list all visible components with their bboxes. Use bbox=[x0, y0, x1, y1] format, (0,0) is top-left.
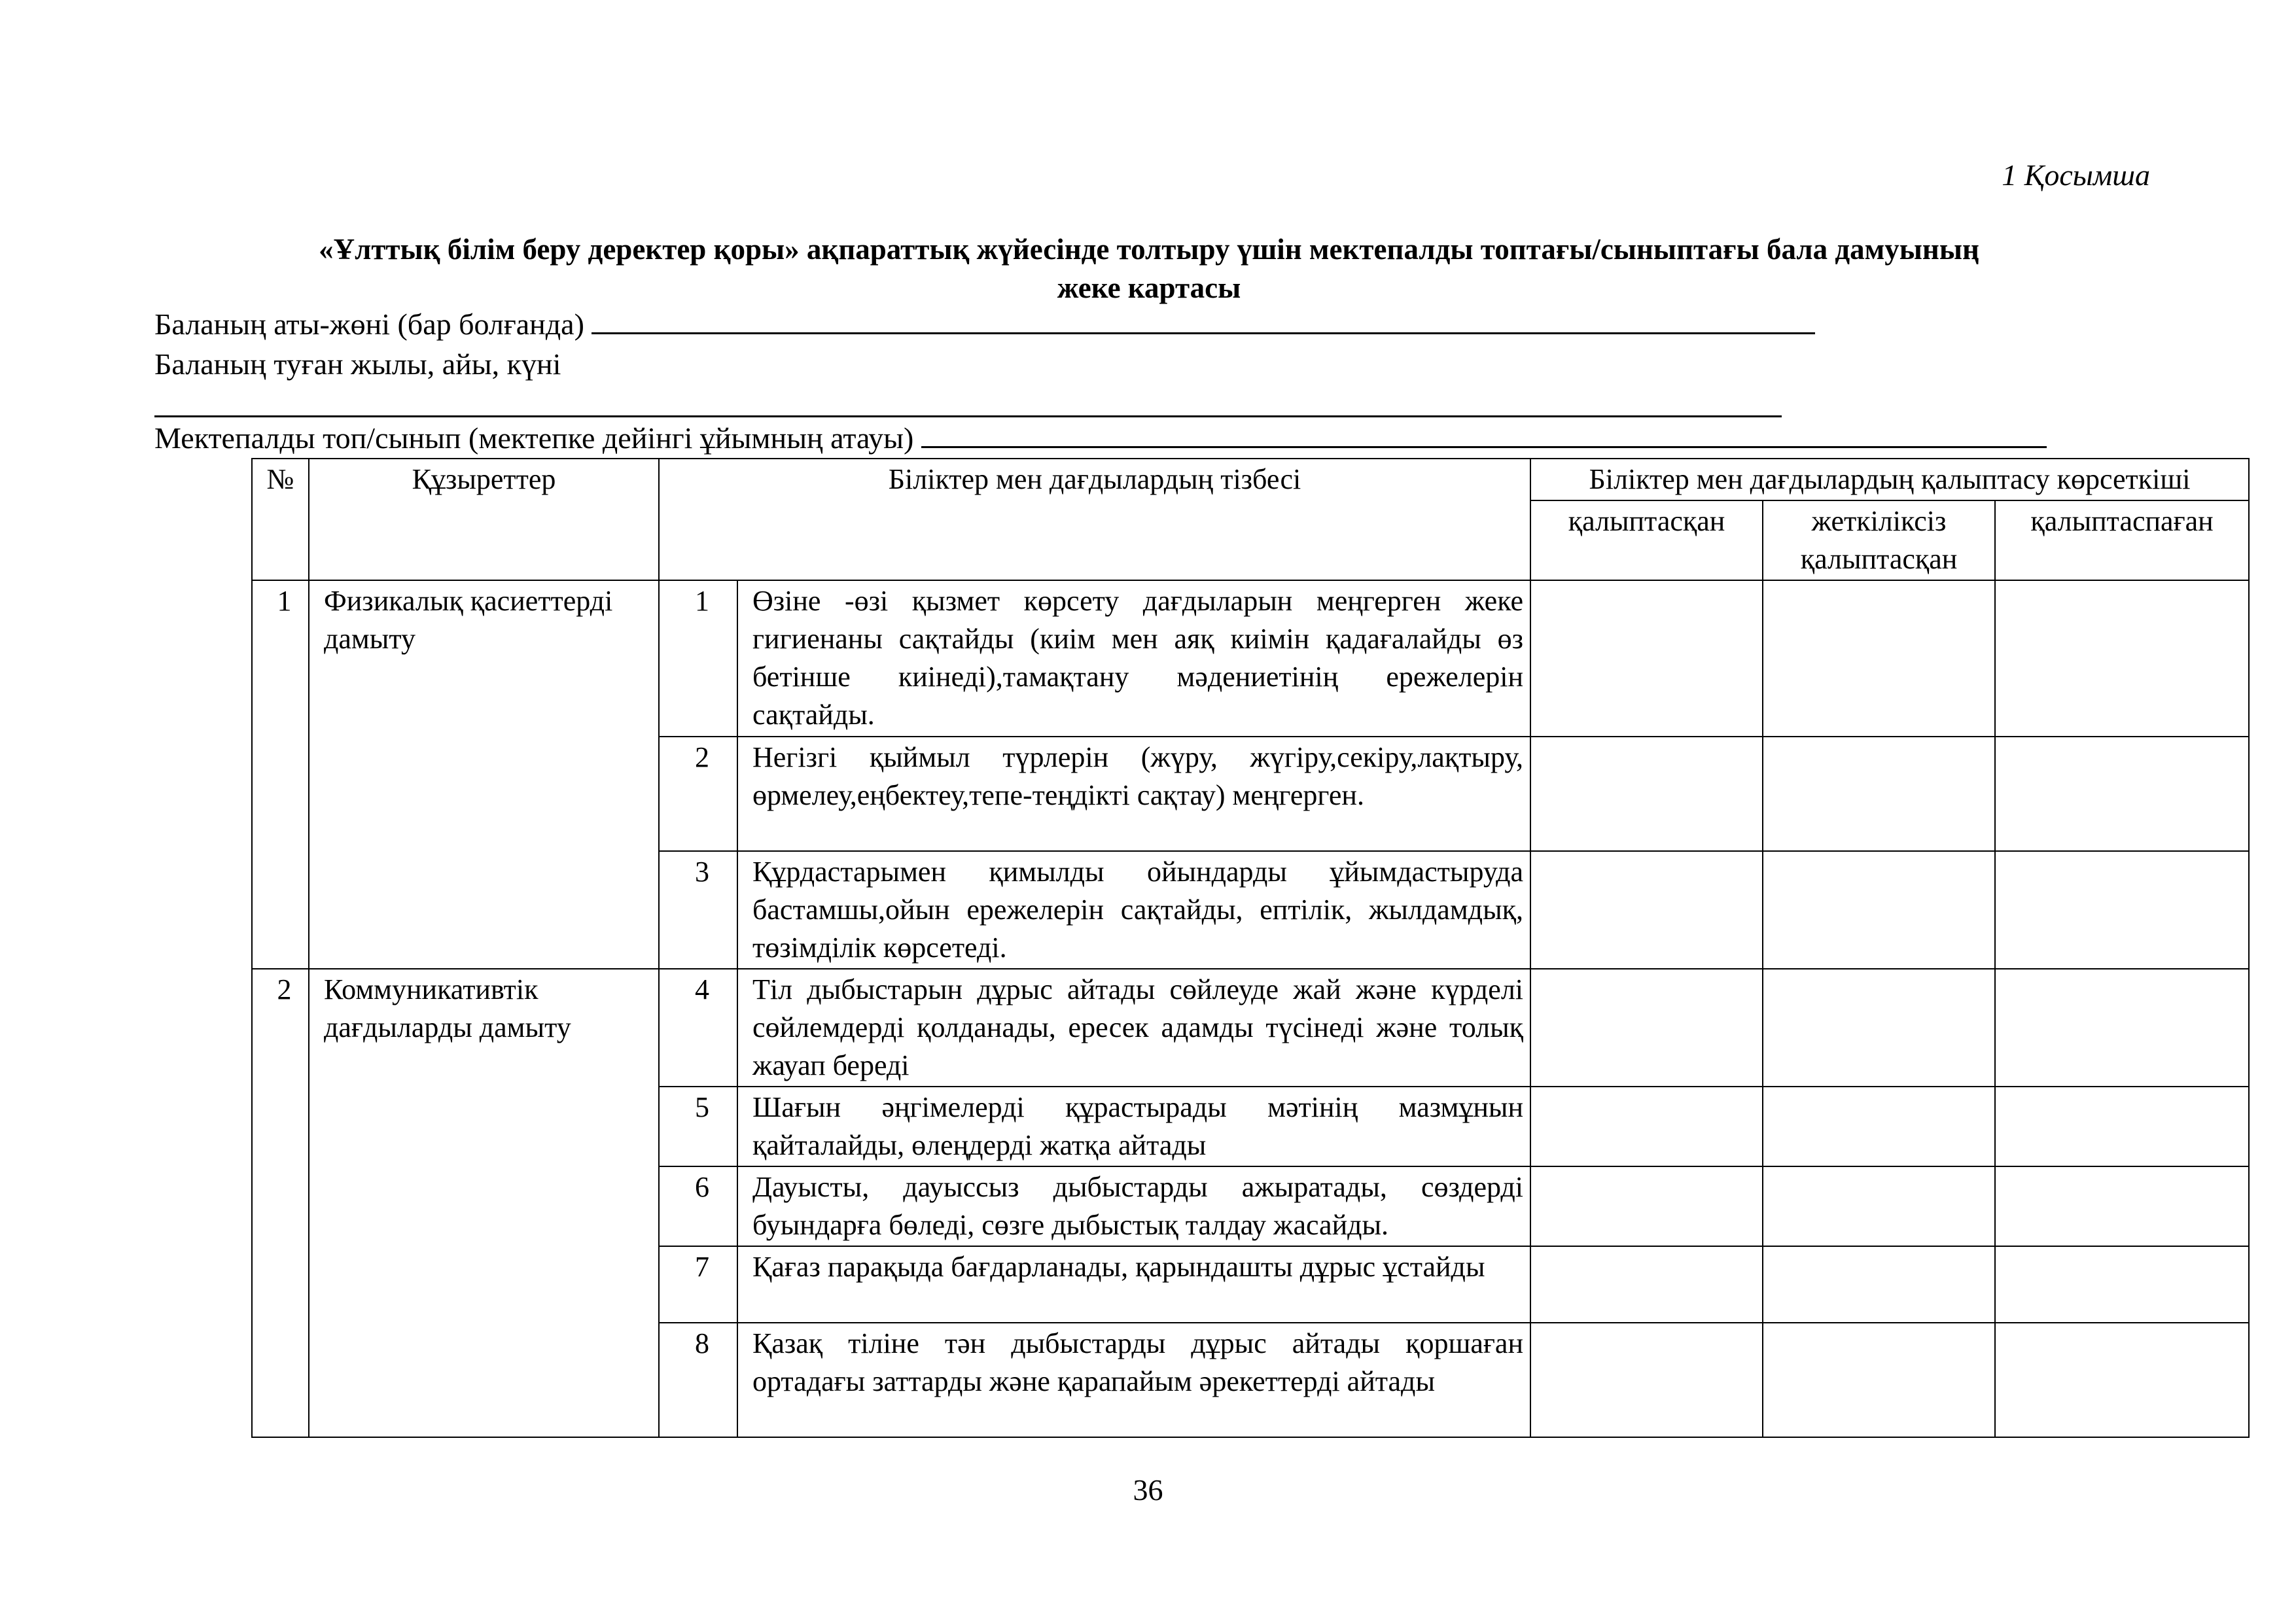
not-formed-cell[interactable] bbox=[1995, 969, 2249, 1087]
item-number: 4 bbox=[659, 969, 737, 1087]
item-text: Құрдастарымен қимылды ойындарды ұйымдастыруда бастамшы,ойын ережелерін сақтайды, ептілік, жылдамдық, төзімділік көрсетеді. bbox=[737, 851, 1530, 969]
item-number: 1 bbox=[659, 580, 737, 736]
birth-date-field bbox=[154, 345, 561, 385]
partial-cell[interactable] bbox=[1763, 1166, 1995, 1246]
partial-cell[interactable] bbox=[1763, 851, 1995, 969]
partial-cell[interactable] bbox=[1763, 737, 1995, 851]
item-text: Шағын әңгімелерді құрастырады мәтінің мазмұнын қайталайды, өлеңдерді жатқа айтады bbox=[737, 1087, 1530, 1166]
header-not-formed: қалыптаспаған bbox=[1995, 500, 2249, 580]
item-number: 2 bbox=[659, 737, 737, 851]
partial-cell[interactable] bbox=[1763, 969, 1995, 1087]
item-number: 7 bbox=[659, 1246, 737, 1323]
header-skills: Біліктер мен дағдылардың тізбесі bbox=[659, 459, 1530, 580]
formed-cell[interactable] bbox=[1530, 1323, 1763, 1437]
child-name-field bbox=[154, 305, 1815, 345]
group-label: Мектепалды топ/сынып (мектепке дейінгі ұйымның атауы) bbox=[154, 421, 914, 455]
competence-name: Физикалық қасиеттерді дамыту bbox=[309, 580, 659, 969]
not-formed-cell[interactable] bbox=[1995, 1166, 2249, 1246]
not-formed-cell[interactable] bbox=[1995, 1323, 2249, 1437]
formed-cell[interactable] bbox=[1530, 969, 1763, 1087]
header-indicator: Біліктер мен дағдылардың қалыптасу көрсеткіші bbox=[1530, 459, 2249, 500]
formed-cell[interactable] bbox=[1530, 737, 1763, 851]
group-field bbox=[154, 419, 2047, 459]
group-number: 1 bbox=[252, 580, 309, 969]
item-text: Дауысты, дауыссыз дыбыстарды ажыратады, сөздерді буындарға бөледі, сөзге дыбыстық талдау жасайды. bbox=[737, 1166, 1530, 1246]
birth-date-label: Баланың туған жылы, айы, күні bbox=[154, 347, 561, 381]
header-partial: жеткіліксіз қалыптасқан bbox=[1763, 500, 1995, 580]
header-competence: Құзыреттер bbox=[309, 459, 659, 580]
title-line-1: «Ұлттық білім беру деректер қоры» ақпараттық жүйесінде толтыру үшін мектепалды топтағы/сыныптағы бала дамуының bbox=[319, 233, 1979, 266]
partial-cell[interactable] bbox=[1763, 1246, 1995, 1323]
partial-cell[interactable] bbox=[1763, 580, 1995, 736]
item-text: Қазақ тіліне тән дыбыстарды дұрыс айтады қоршаған ортадағы заттарды және қарапайым әрекеттерді айтады bbox=[737, 1323, 1530, 1437]
item-number: 8 bbox=[659, 1323, 737, 1437]
child-name-label: Баланың аты-жөні (бар болғанда) bbox=[154, 307, 584, 341]
group-blank[interactable] bbox=[921, 420, 2047, 448]
formed-cell[interactable] bbox=[1530, 1166, 1763, 1246]
not-formed-cell[interactable] bbox=[1995, 1246, 2249, 1323]
annex-label: 1 Қосымша bbox=[2002, 158, 2150, 192]
header-formed: қалыптасқан bbox=[1530, 500, 1763, 580]
table-row bbox=[252, 969, 2249, 1087]
item-text: Тіл дыбыстарын дұрыс айтады сөйлеуде жай және күрделі сөйлемдерді қолданады, ересек адамды түсінеді және толық жауап береді bbox=[737, 969, 1530, 1087]
item-text: Негізгі қыймыл түрлерін (жүру, жүгіру,секіру,лақтыру, өрмелеу,еңбектеу,тепе-теңдікті сақтау) меңгерген. bbox=[737, 737, 1530, 851]
header-number: № bbox=[252, 459, 309, 580]
item-text: Қағаз парақыда бағдарланады, қарындашты дұрыс ұстайды bbox=[737, 1246, 1530, 1323]
document-title bbox=[154, 230, 2144, 307]
not-formed-cell[interactable] bbox=[1995, 851, 2249, 969]
not-formed-cell[interactable] bbox=[1995, 580, 2249, 736]
partial-cell[interactable] bbox=[1763, 1323, 1995, 1437]
item-text: Өзіне -өзі қызмет көрсету дағдыларын меңгерген жеке гигиенаны сақтайды (киім мен аяқ киімін қадағалайды өз бетінше киінеді),тамақтану мәдениетінің ережелерін сақтайды. bbox=[737, 580, 1530, 736]
formed-cell[interactable] bbox=[1530, 1087, 1763, 1166]
group-number: 2 bbox=[252, 969, 309, 1438]
child-name-blank[interactable] bbox=[592, 306, 1815, 334]
formed-cell[interactable] bbox=[1530, 1246, 1763, 1323]
not-formed-cell[interactable] bbox=[1995, 1087, 2249, 1166]
formed-cell[interactable] bbox=[1530, 580, 1763, 736]
competence-name: Коммуникативтік дағдыларды дамыту bbox=[309, 969, 659, 1438]
page-number: 36 bbox=[1133, 1473, 1163, 1507]
title-line-2: жеке картасы bbox=[1057, 271, 1241, 304]
item-number: 3 bbox=[659, 851, 737, 969]
not-formed-cell[interactable] bbox=[1995, 737, 2249, 851]
partial-cell[interactable] bbox=[1763, 1087, 1995, 1166]
table-row bbox=[252, 580, 2249, 736]
item-number: 6 bbox=[659, 1166, 737, 1246]
item-number: 5 bbox=[659, 1087, 737, 1166]
birth-date-blank[interactable] bbox=[154, 415, 1782, 417]
formed-cell[interactable] bbox=[1530, 851, 1763, 969]
development-card-table bbox=[251, 458, 2250, 1438]
